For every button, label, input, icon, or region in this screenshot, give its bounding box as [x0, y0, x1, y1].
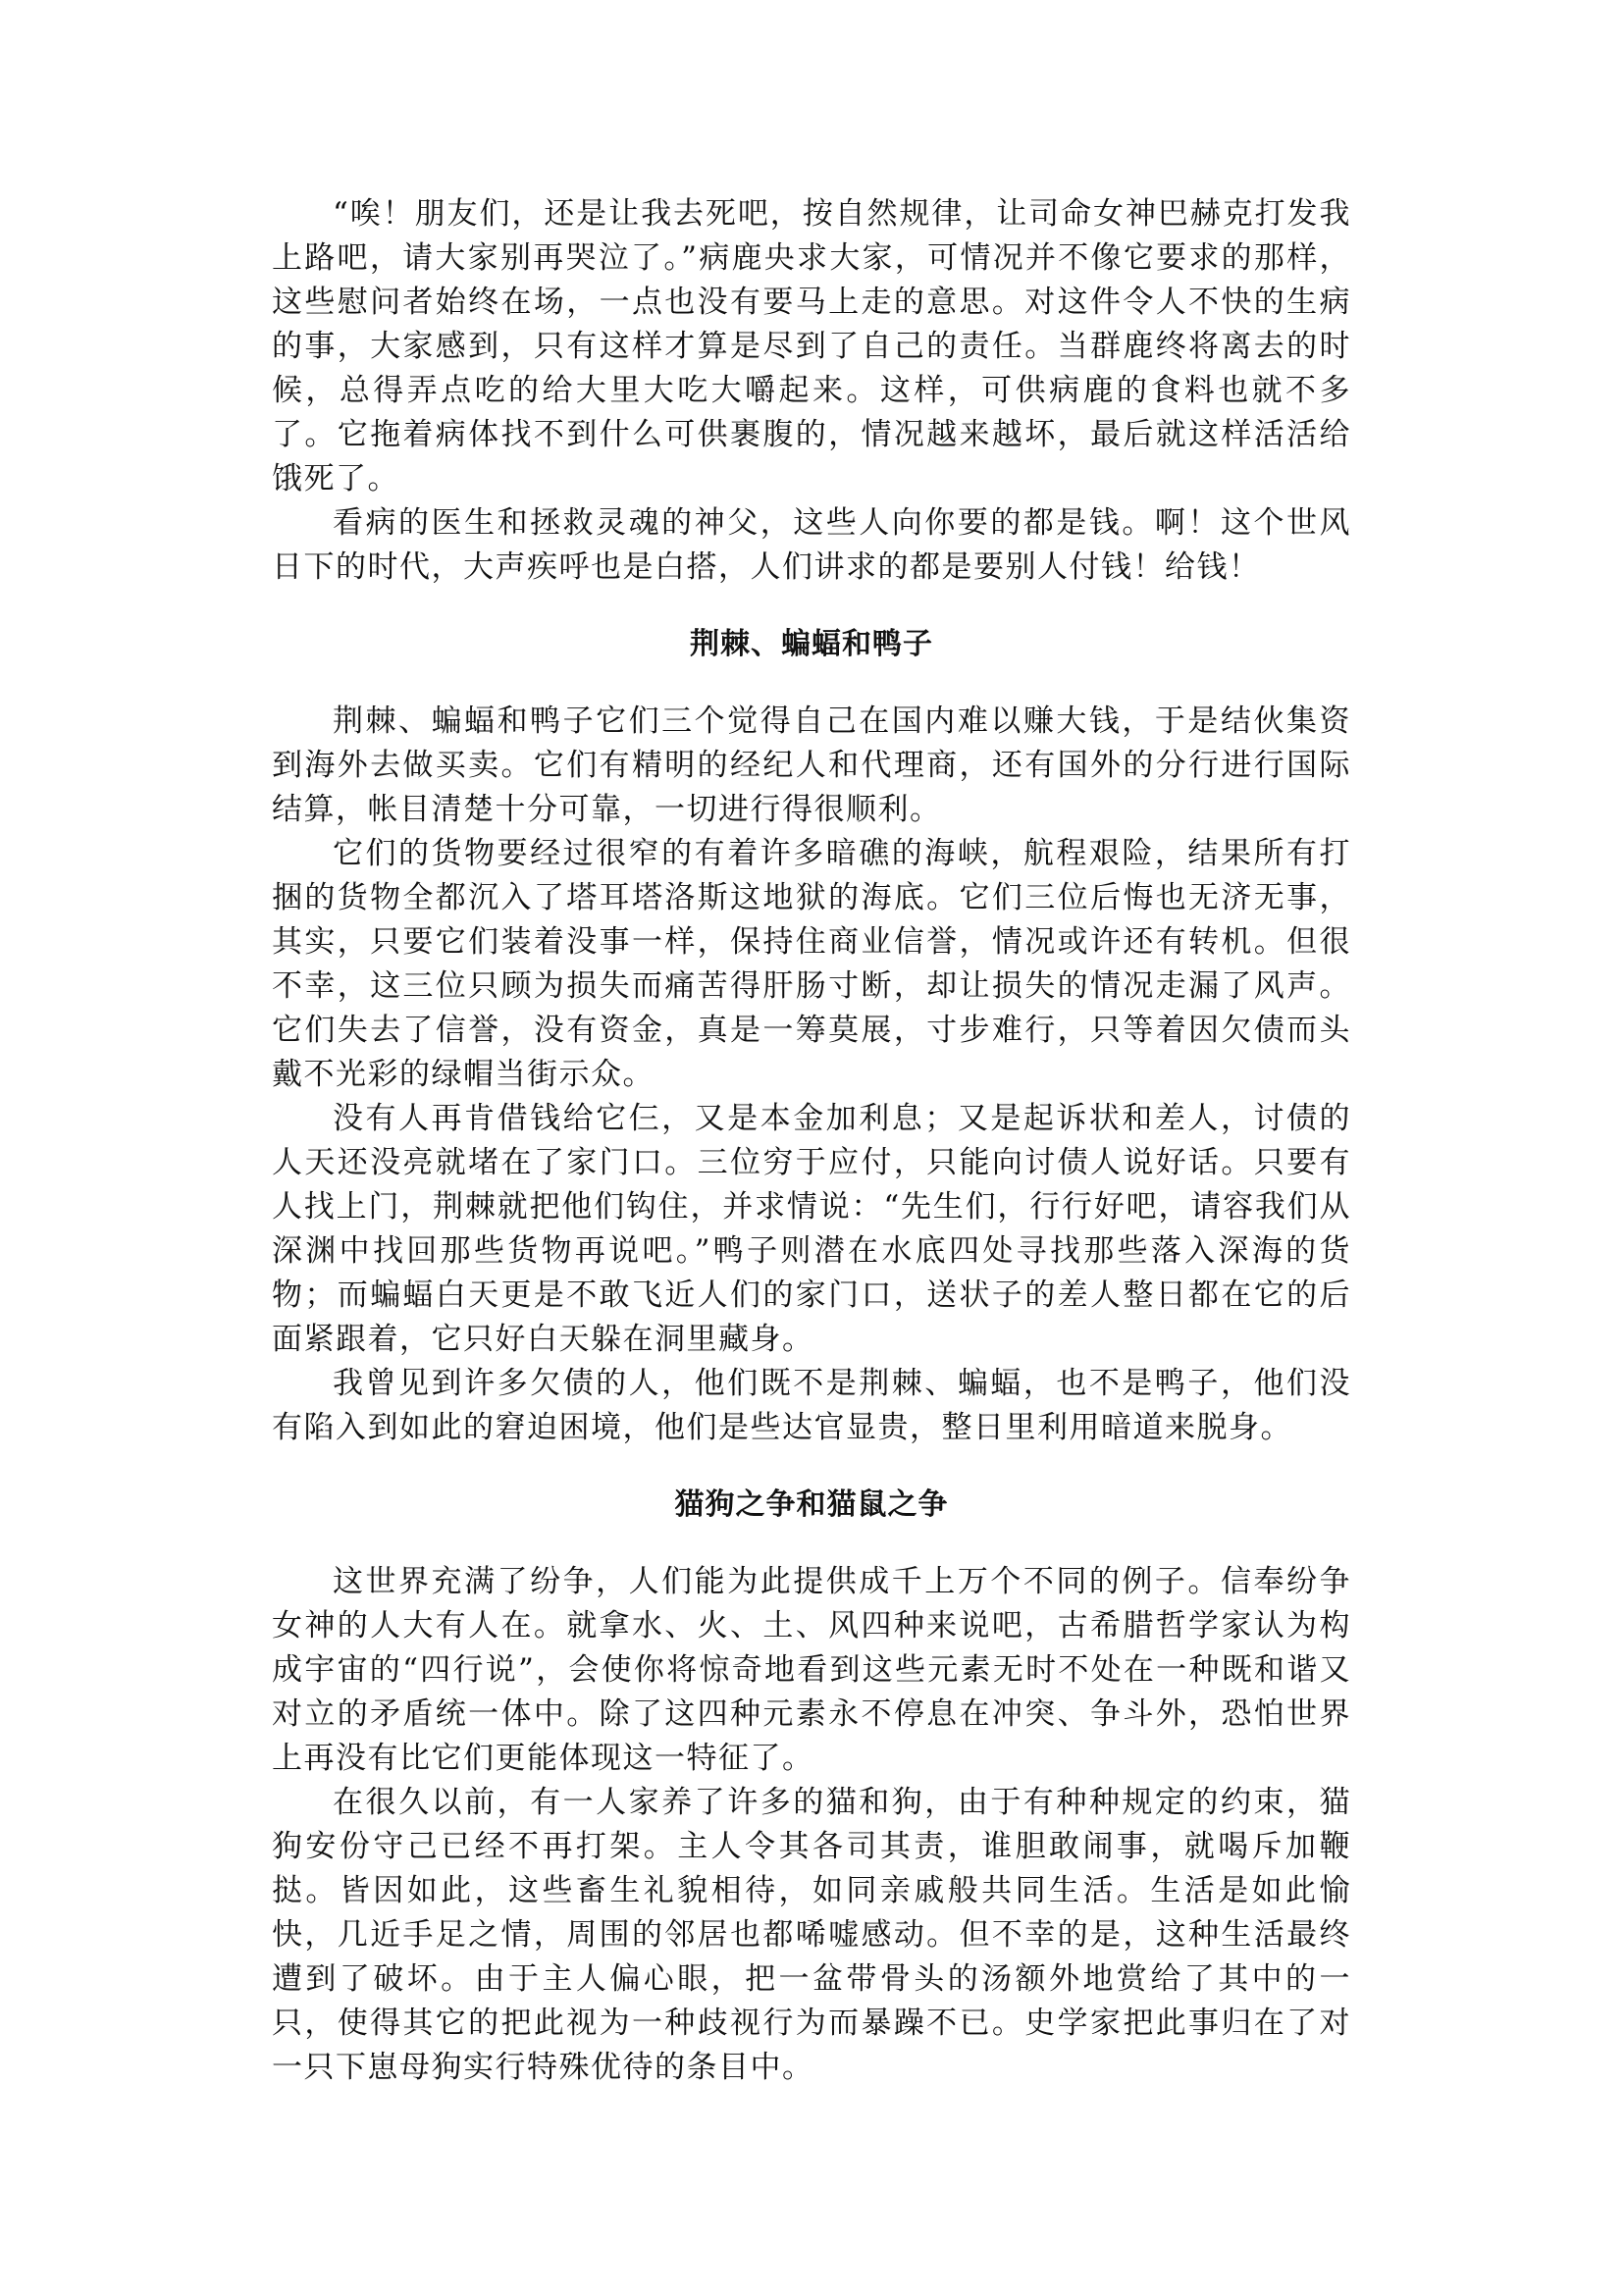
paragraph: 这世界充满了纷争，人们能为此提供成千上万个不同的例子。信奉纷争女神的人大有人在。就拿水、火、土、风四种来说吧，古希腊哲学家认为构成宇宙的“四行说”，会使你将惊奇地看到这些元素无时不处在一种既和谐又对立的矛盾统一体中。除了这四种元素永不停息在冲突、争斗外，恐怕世界上再没有比它们更能体现这一特征了。 — [272, 1564, 1351, 1776]
section-thorn-bat-duck — [272, 622, 1351, 1450]
paragraph: 在很久以前，有一人家养了许多的猫和狗，由于有种种规定的约束，猫狗安份守己已经不再打架。主人令其各司其责，谁胆敢闹事，就喝斥加鞭挞。皆因如此，这些畜生礼貌相待，如同亲戚般共同生活。生活是如此愉快，几近手足之情，周围的邻居也都唏嘘感动。但不幸的是，这种生活最终遭到了破坏。由于主人偏心眼，把一盆带骨头的汤额外地赏给了其中的一只，使得其它的把此视为一种歧视行为而暴躁不已。史学家把此事归在了对一只下崽母狗实行特殊优待的条目中。 — [272, 1785, 1351, 2085]
paragraph: 没有人再肯借钱给它仨，又是本金加利息；又是起诉状和差人，讨债的人天还没亮就堵在了家门口。三位穷于应付，只能向讨债人说好话。只要有人找上门，荆棘就把他们钩住，并求情说：“先生们，行行好吧，请容我们从深渊中找回那些货物再说吧。”鸭子则潜在水底四处寻找那些落入深海的货物；而蝙蝠白天更是不敢飞近人们的家门口，送状子的差人整日都在它的后面紧跟着，它只好白天躲在洞里藏身。 — [272, 1101, 1351, 1357]
section-heading: 猫狗之争和猫鼠之争 — [674, 1487, 949, 1522]
paragraph: “唉！朋友们，还是让我去死吧，按自然规律，让司命女神巴赫克打发我上路吧，请大家别再哭泣了。”病鹿央求大家，可情况并不像它要求的那样，这些慰问者始终在场，一点也没有要马上走的意思。对这件令人不快的生病的事，大家感到，只有这样才算是尽到了自己的责任。当群鹿终将离去的时候，总得弄点吃的给大里大吃大嚼起来。这样，可供病鹿的食料也就不多了。它拖着病体找不到什么可供裹腹的，情况越来越坏，最后就这样活活给饿死了。 — [272, 196, 1351, 496]
spacer — [272, 1450, 1351, 1483]
section-heading: 荆棘、蝙蝠和鸭子 — [690, 627, 933, 661]
spacer — [272, 1527, 1351, 1560]
paragraph: 它们的货物要经过很窄的有着许多暗礁的海峡，航程艰险，结果所有打捆的货物全都沉入了塔耳塔洛斯这地狱的海底。它们三位后悔也无济无事，其实，只要它们装着没事一样，保持住商业信誉，情况或许还有转机。但很不幸，这三位只顾为损失而痛苦得肝肠寸断，却让损失的情况走漏了风声。它们失去了信誉，没有资金，真是一筹莫展，寸步难行，只等着因欠债而头戴不光彩的绿帽当街示众。 — [272, 836, 1351, 1092]
section-sick-deer-ending — [272, 192, 1351, 590]
spacer — [272, 666, 1351, 700]
spacer — [272, 590, 1351, 622]
paragraph: 荆棘、蝙蝠和鸭子它们三个觉得自己在国内难以赚大钱，于是结伙集资到海外去做买卖。它们有精明的经纪人和代理商，还有国外的分行进行国际结算，帐目清楚十分可靠，一切进行得很顺利。 — [272, 704, 1351, 827]
paragraph: 看病的医生和拯救灵魂的神父，这些人向你要的都是钱。啊！这个世风日下的时代，大声疾呼也是白搭，人们讲求的都是要别人付钱！给钱！ — [272, 505, 1351, 585]
document-page — [272, 192, 1351, 2090]
paragraph: 我曾见到许多欠债的人，他们既不是荆棘、蝙蝠，也不是鸭子，他们没有陷入到如此的窘迫困境，他们是些达官显贵，整日里利用暗道来脱身。 — [272, 1366, 1351, 1445]
section-cat-dog-conflict — [272, 1483, 1351, 2090]
